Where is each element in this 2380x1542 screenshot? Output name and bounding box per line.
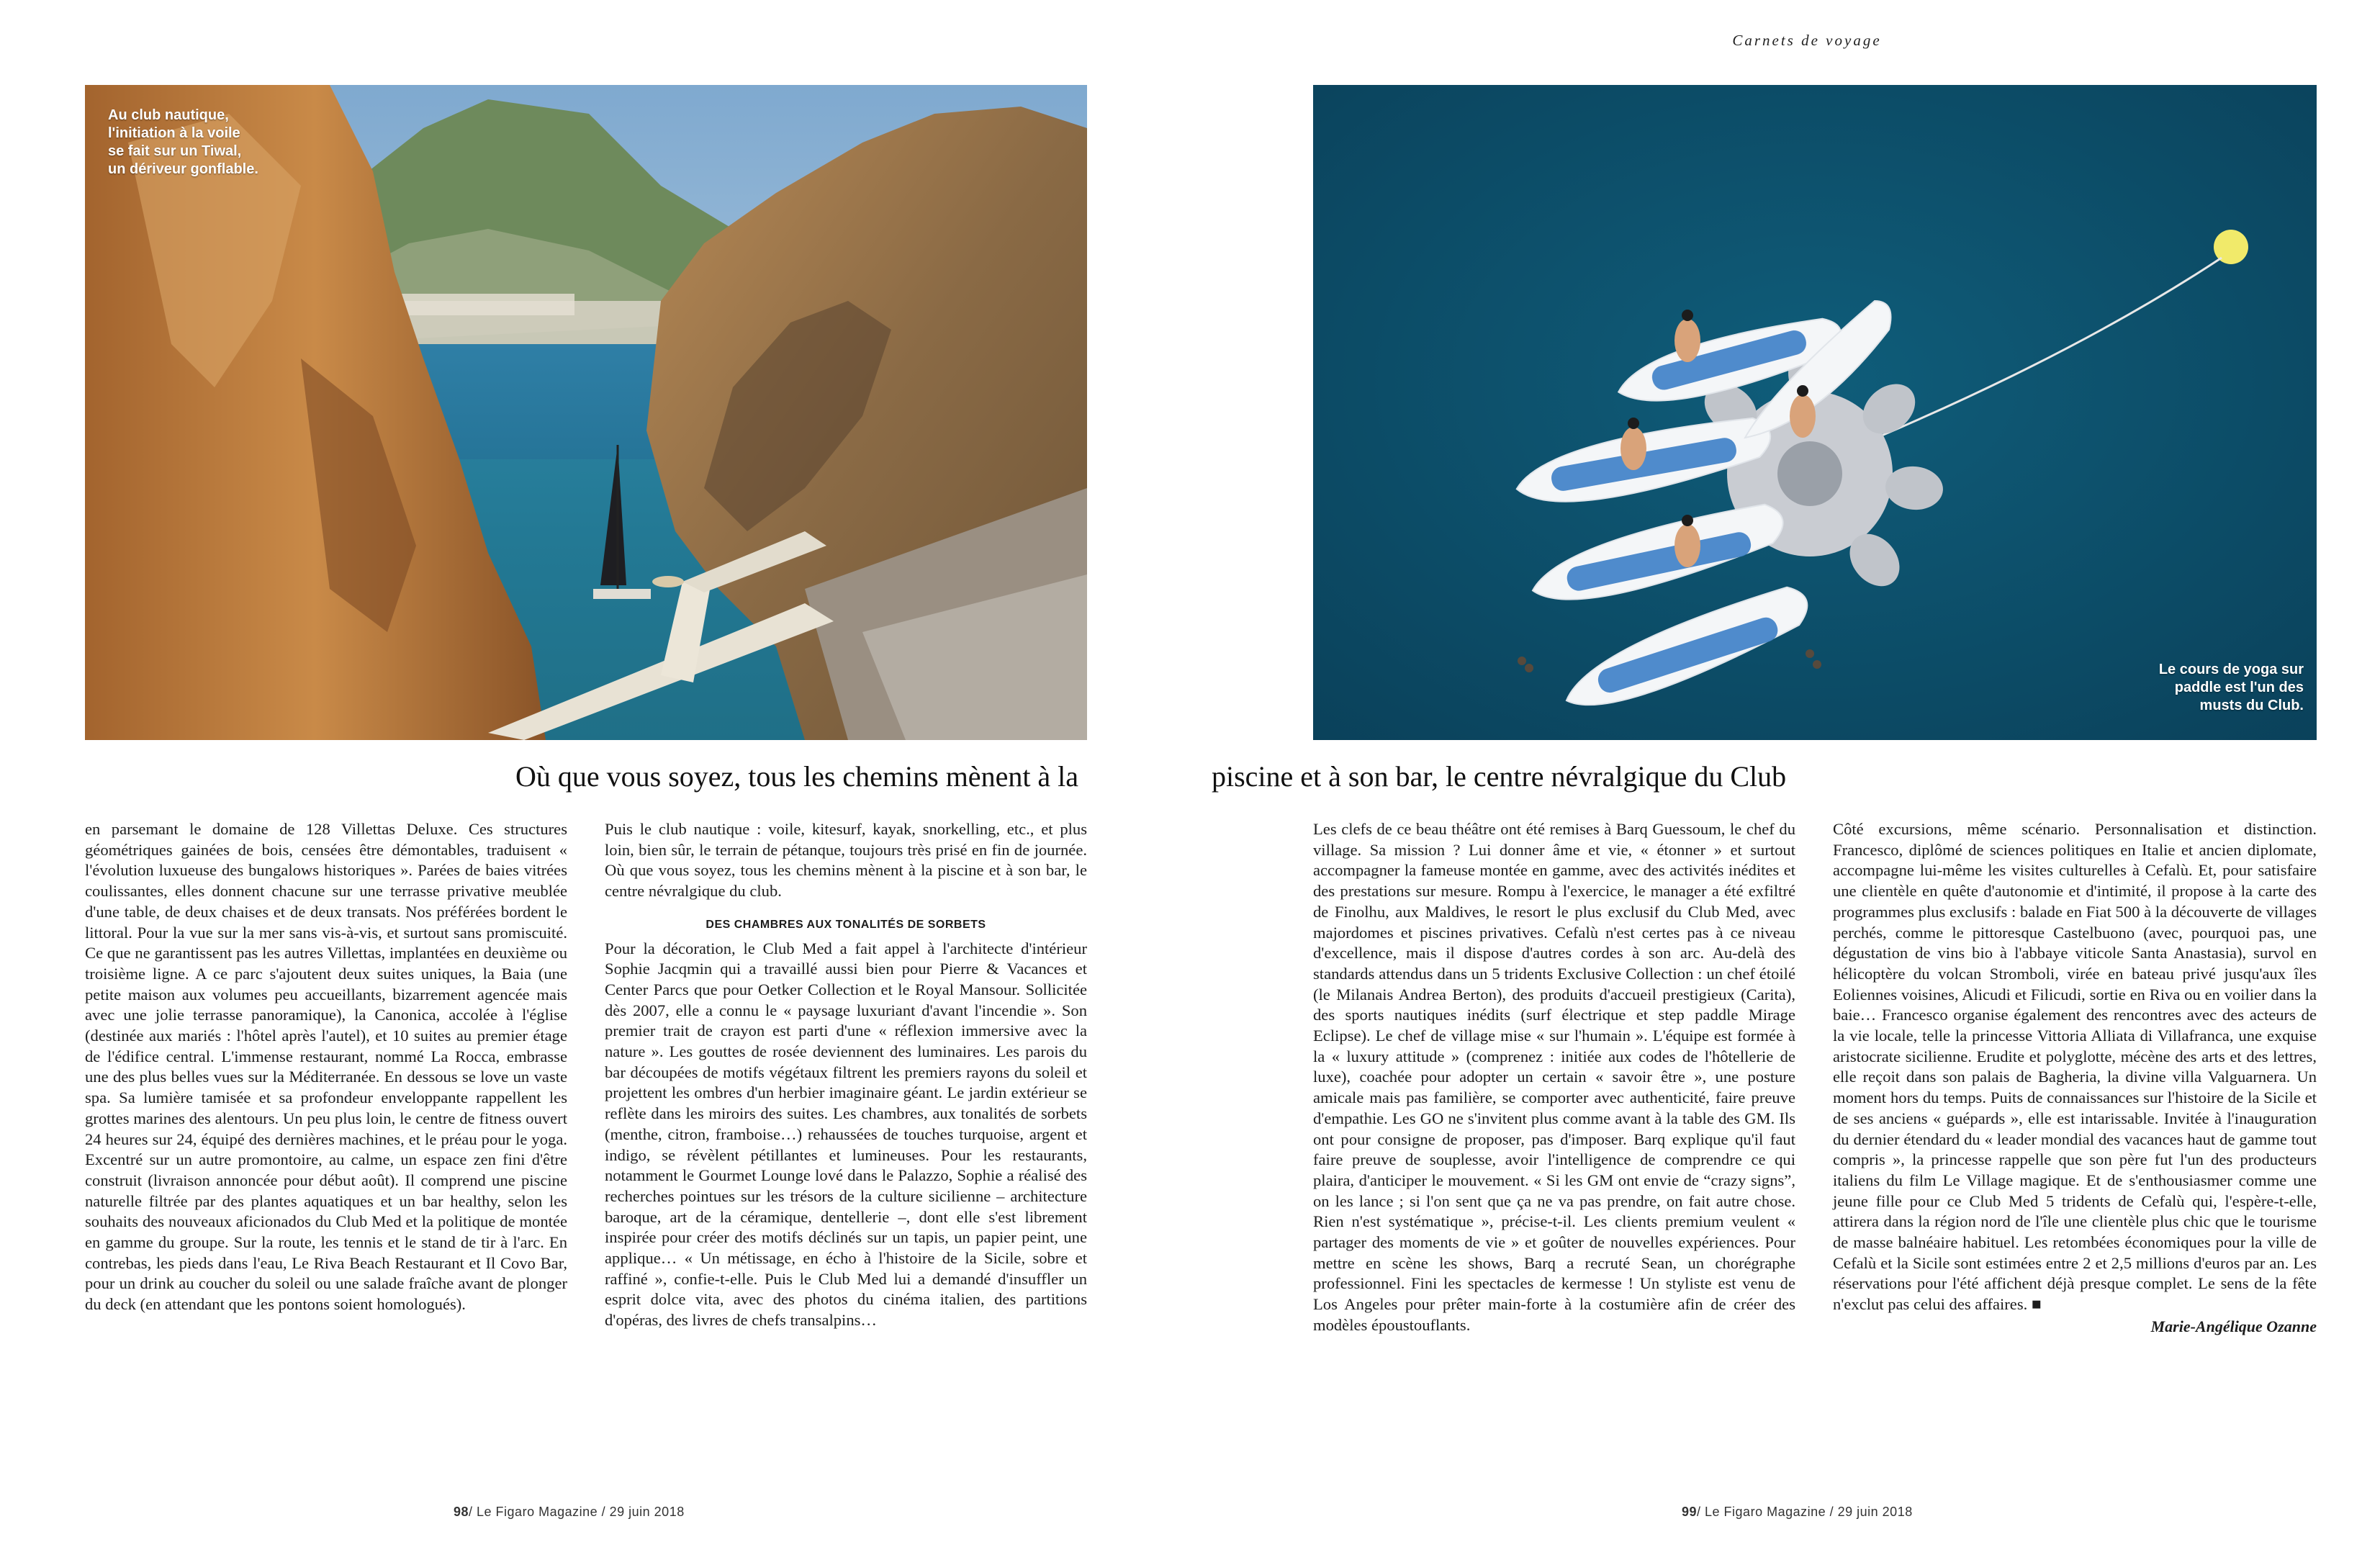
caption-line: se fait sur un Tiwal, (108, 143, 242, 159)
caption-line: l'initiation à la voile (108, 125, 240, 141)
caption-line: un dériveur gonflable. (108, 161, 258, 177)
pullquote-right: piscine et à son bar, le centre névralgique du Club (1212, 760, 1787, 793)
page-number: 99 (1682, 1505, 1698, 1519)
paragraph: Puis le club nautique : voile, kitesurf, kayak, snorkelling, etc., et plus loin, bien sûr, le terrain de pétanque, toujours très prisé en fin de journée. Où que vous soyez, tous les chemins mènent à la piscine et à son bar, le centre névralgique du club. (605, 820, 1087, 901)
caption-line: paddle est l'un des (2174, 680, 2304, 695)
photo-left-caption (108, 107, 338, 179)
pullquote-left: Où que vous soyez, tous les chemins mènent à la (515, 760, 1079, 793)
caption-line: Au club nautique, (108, 107, 229, 123)
photo-paddle-yoga (1313, 85, 2317, 740)
folio-left (454, 1505, 685, 1520)
paragraph: Pour la décoration, le Club Med a fait appel à l'architecte d'intérieur Sophie Jacqmin qui a travaillé aussi bien pour Pierre & Vacances et Center Parcs que pour Oetker Collection et le Royal Mansour. Sollicitée dès 2007, elle a connu le « paysage luxuriant d'avant l'incendie ». Son premier trait de crayon est parti d'une « réflexion immersive avec la nature ». Les gouttes de rosée deviennent des luminaires. Les parois du bar découpées de motifs végétaux filtrent les premiers rayons du soleil et projettent les ombres d'un herbier imaginaire géant. Le jardin extérieur se reflète dans les miroirs des suites. Les chambres, aux tonalités de sorbets (menthe, citron, framboise…) rehaussées de touches turquoise, argent et indigo, se révèlent pétillantes et lumineuses. Pour les restaurants, notamment le Gourmet Lounge lové dans le Palazzo, Sophie a réalisé des recherches pointues sur les trésors de la culture sicilienne – architecture baroque, art de la céramique, dentellerie –, dont elle s'est librement inspirée pour créer des motifs déclinés sur un tapis, un papier peint, une applique… « Un métissage, en écho à l'histoire de la Sicile, sobre et raffiné », confie-t-elle. Puis le Club Med lui a demandé d'insuffler un esprit dolce vita, avec des photos du cinéma italien, des partitions d'opéras, des livres de chefs transalpins… (605, 939, 1087, 1330)
paragraph: en parsemant le domaine de 128 Villettas Deluxe. Ces structures géométriques gainées de bois, censées être démontables, traduisent « l'évolution luxueuse des bungalows historiques ». Parées de baies vitrées coulissantes, elles donnent chacune sur une terrasse privative meublée d'une table, de deux chaises et de deux transats. Nos préférées bordent le littoral. Pour la vue sur la mer sans vis-à-vis, et surtout sans promiscuité. Ce que ne garantissent pas les autres Villettas, implantées en deuxième ou troisième ligne. A ce parc s'ajoutent deux suites uniques, la Baia (une petite maison aux volumes peu accueillants, bizarrement agencée mais avec une jolie terrasse panoramique), la Canonica, accolée à l'église (destinée aux mariés : l'hôtel après l'autel), et 10 suites au premier étage de l'édifice central. L'immense restaurant, nommé La Rocca, embrasse une des plus belles vues sur la Méditerranée. En dessous se love un vaste spa. Sa lumière tamisée et sa profondeur enveloppante rappellent les grottes marines des alentours. Un peu plus loin, le centre de fitness ouvert 24 heures sur 24, équipé des dernières machines, et le préau pour le yoga. Excentré sur un autre promontoire, au calme, un espace zen fini d'être construit (livraison annoncée pour début août). Il comprend une piscine naturelle filtrée par des plantes aquatiques et un bar healthy, selon les souhaits des nouveaux aficionados du Club Med et la politique de montée en gamme du groupe. Sur la route, les tennis et le stand de tir à l'arc. En contrebas, les pieds dans l'eau, Le Riva Beach Restaurant et Il Covo Bar, pour un drink au coucher du soleil ou une salade fraîche avant de plonger du deck (en attendant que les pontons soient homologués). (85, 820, 567, 1314)
subheading: DES CHAMBRES AUX TONALITÉS DE SORBETS (706, 918, 986, 931)
body-column-2 (605, 819, 1087, 1331)
caption-line: musts du Club. (2199, 698, 2304, 713)
caption-line: Le cours de yoga sur (2158, 662, 2304, 677)
body-column-1 (85, 819, 567, 1315)
body-column-3 (1313, 819, 1795, 1336)
body-column-4 (1833, 819, 2317, 1338)
photo-right-caption (2088, 661, 2304, 715)
folio-text: / Le Figaro Magazine / 29 juin 2018 (469, 1505, 685, 1519)
paragraph: Côté excursions, même scénario. Personnalisation et distinction. Francesco, diplômé de sciences politiques en Italie et ancien diplomate, accompagne lui-même les visites culturelles à Cefalù. Et, pour satisfaire une clientèle en quête d'autonomie et d'intimité, il propose à la carte des programmes plus exclusifs : balade en Fiat 500 à la découverte de villages perchés, comme le pittoresque Castelbuono (avec, pourquoi pas, une dégustation de vins bio à l'abbaye viticole Santa Anastasia), survol en hélicoptère du volcan Stromboli, virée en bateau privé jusqu'aux îles Eoliennes voisines, Alicudi et Filicudi, sortie en Riva ou en voilier dans la baie… Francesco organise également des rencontres avec des acteurs de la vie locale, telle la princesse Vittoria Alliata di Villafranca, une exquise aristocrate sicilienne. Erudite et polyglotte, mécène des arts et des lettres, elle reçoit dans son palais de Bagheria, la divine villa Valguarnera. Un moment hors du temps. Puits de connaissances sur l'histoire de la Sicile et de ses anciens « guépards », elle est intarissable. Invitée à l'inauguration du dernier étendard du « leader mondial des vacances haut de gamme tout compris », la princesse rappelle que son père fut l'un des producteurs italiens du film Le Village magique. Et de s'enthousiasmer comme une jeune fille pour ce Club Med 5 tridents de Cefalù qui, l'espère-t-elle, attirera dans la région nord de l'île une clientèle plus chic que le tourisme de masse balnéaire habituel. Les retombées économiques pour la ville de Cefalù et la Sicile sont estimées entre 2 et 2,5 millions d'euros par an. Les réservations pour l'été affichent déjà presque complet. Le sens de la fête n'exclut pas celui des affaires. ■ (1833, 820, 2317, 1314)
page-number: 98 (454, 1505, 469, 1519)
folio-text: / Le Figaro Magazine / 29 juin 2018 (1697, 1505, 1913, 1519)
section-label: Carnets de voyage (1732, 32, 1882, 49)
folio-right (1682, 1505, 1913, 1520)
author-signature: Marie-Angélique Ozanne (2150, 1317, 2317, 1335)
photo-coastal-cliffs (85, 85, 1087, 740)
paragraph: Les clefs de ce beau théâtre ont été remises à Barq Guessoum, le chef du village. Sa mission ? Lui donner âme et vie, « étonner » et surtout accompagner la fameuse montée en gamme, avec des activités inédites et des prestations sur mesure. Rompu à l'exercice, le manager a été exfiltré de Finolhu, aux Maldives, le resort le plus exclusif du Club Med, avec majordomes et piscines privatives. Cefalù n'est certes pas à ce niveau d'excellence, mais il dispose d'autres cordes à son arc. Au-delà des standards attendus dans un 5 tridents Exclusive Collection : un chef étoilé (le Milanais Andrea Berton), des produits d'accueil prestigieux (Carita), des sports nautiques inédits (surf électrique et step paddle Mirage Eclipse). Le chef de village mise « sur l'humain ». L'équipe est formée à la « luxury attitude » (comprenez : initiée aux codes de l'hôtellerie de luxe), coachée pour adopter un certain « savoir être », une posture amicale mais pas familière, se comporter avec authenticité, faire preuve d'empathie. Les GO ne s'invitent plus comme avant à la table des GM. Ils ont pour consigne de proposer, pas d'imposer. Barq explique qu'il faut faire preuve de souplesse, avoir l'intelligence de comprendre ce qui plaira, d'anticiper le mouvement. « Si les GM ont envie de “crazy signs”, on les lance ; si l'on sent que ça ne va pas prendre, on fait autre chose. Rien n'est systématique », précise-t-il. Les clients premium veulent « partager des moments de vie » et goûter de nouvelles expériences. Pour mettre en scène les shows, Barq a recruté Sean, un chorégraphe professionnel. Fini les spectacles de kermesse ! Un styliste est venu de Los Angeles pour prêter main-forte à la costumière afin de créer des modèles époustouflants. (1313, 820, 1795, 1334)
